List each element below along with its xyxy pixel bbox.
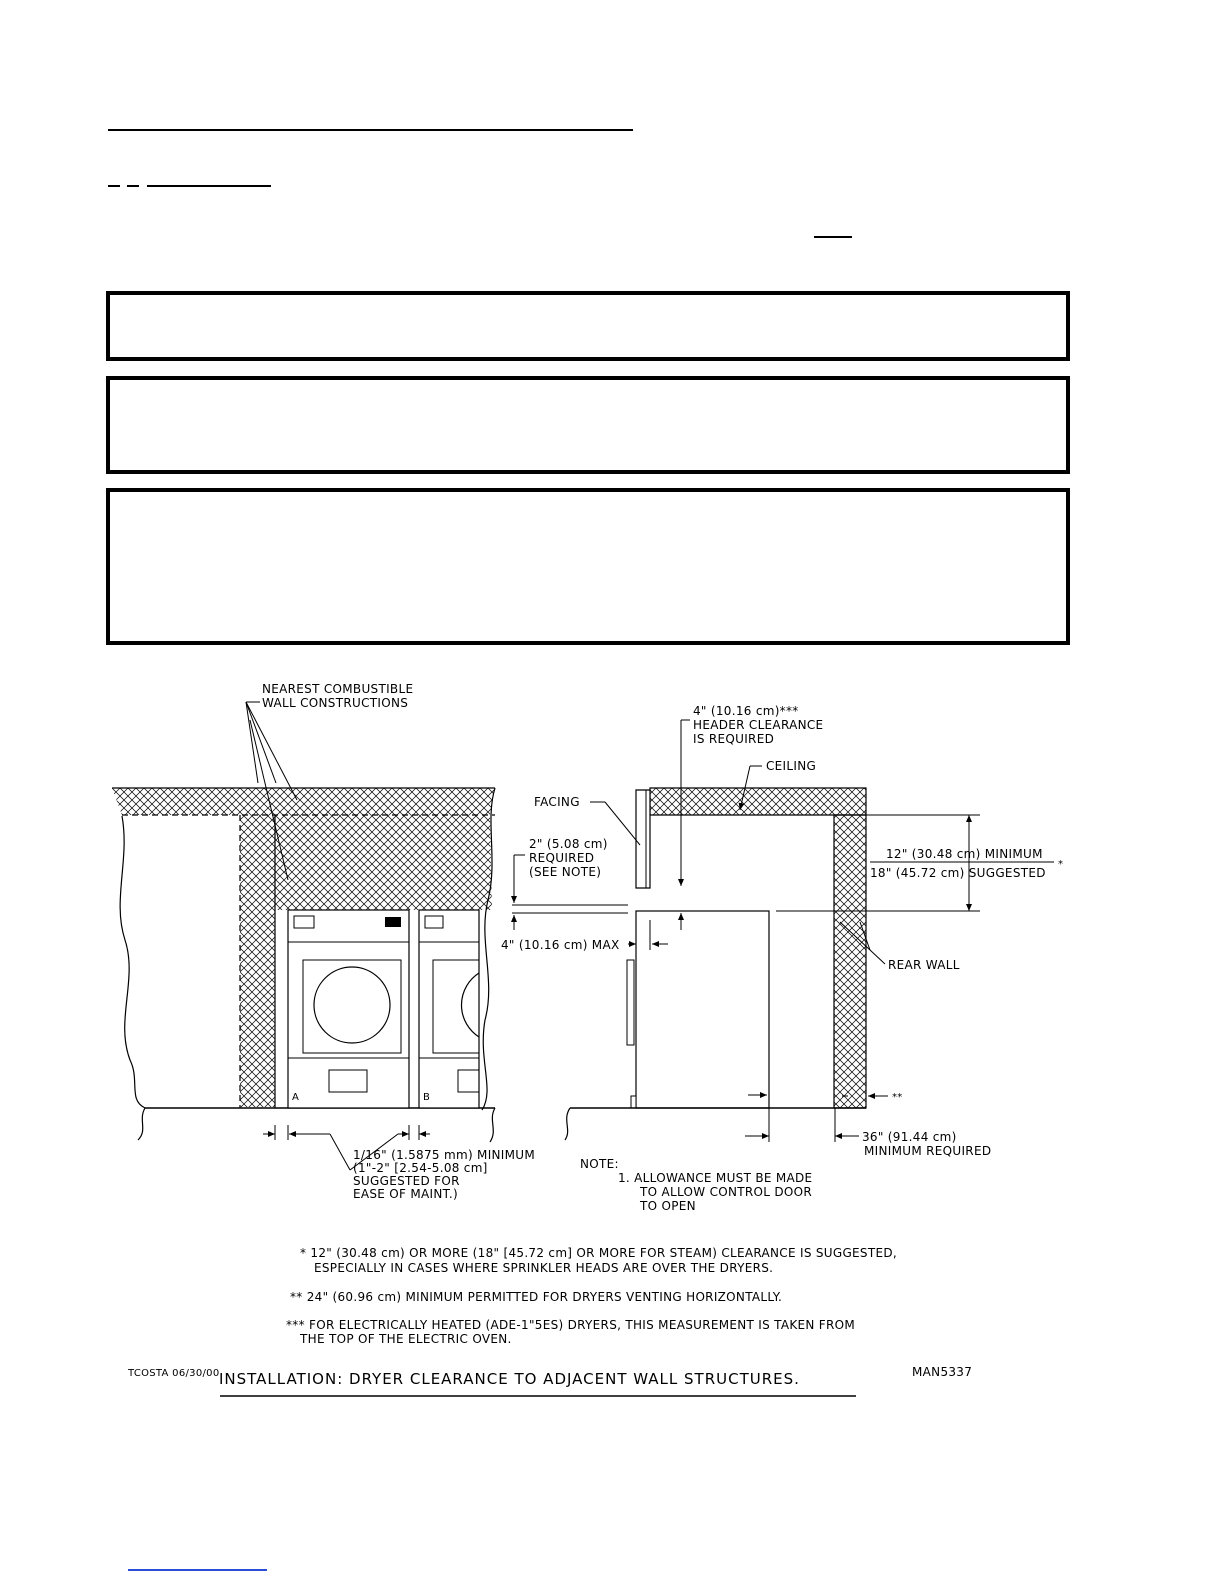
dryer-a-label: A [292, 1092, 300, 1103]
subheading-underline-3 [147, 185, 271, 187]
footnote-2-line-1: ** 24" (60.96 cm) MINIMUM PERMITTED FOR DRYERS VENTING HORIZONTALLY. [290, 1290, 783, 1304]
footnote-1-line-1: * 12" (30.48 cm) OR MORE (18" [45.72 cm] OR MORE FOR STEAM) CLEARANCE IS SUGGESTED, [300, 1246, 898, 1260]
svg-text:IS REQUIRED: IS REQUIRED [693, 732, 775, 746]
notice-box-2 [106, 376, 1070, 474]
svg-text:TO OPEN: TO OPEN [640, 1199, 696, 1213]
wall-break-left [120, 816, 145, 1108]
header-clearance-label [693, 704, 823, 746]
dryer-clearance-diagram [0, 660, 1225, 1400]
footnote-3-line-2: THE TOP OF THE ELECTRIC OVEN. [300, 1332, 512, 1346]
heading-underline [108, 129, 633, 131]
nearest-combustible-label [262, 682, 413, 710]
required-2in-label [529, 837, 608, 879]
svg-text:36" (91.44 cm): 36" (91.44 cm) [862, 1130, 957, 1144]
footnote-3-line-1: *** FOR ELECTRICALLY HEATED (ADE-1"5ES) DRYERS, THIS MEASUREMENT IS TAKEN FROM [286, 1318, 856, 1332]
facing-label: FACING [534, 795, 580, 809]
min-36in-label [862, 1130, 991, 1158]
gap-minimum-label [353, 1148, 535, 1201]
front-view [112, 682, 535, 1201]
subheading-underline-2 [127, 185, 139, 187]
svg-text:(SEE NOTE): (SEE NOTE) [529, 865, 602, 879]
footer-link-underline[interactable] [128, 1569, 267, 1571]
ceiling-label: CEILING [766, 759, 817, 773]
max-4in-label: 4" (10.16 cm) MAX [501, 938, 620, 952]
figure-code: MAN5337 [912, 1365, 973, 1379]
svg-text:2" (5.08 cm): 2" (5.08 cm) [529, 837, 608, 851]
asterisk-marker: * [1058, 859, 1064, 870]
rear-wall-label: REAR WALL [888, 958, 960, 972]
svg-text:MINIMUM REQUIRED: MINIMUM REQUIRED [864, 1144, 992, 1158]
svg-text:1. ALLOWANCE MUST BE MADE: 1. ALLOWANCE MUST BE MADE [618, 1171, 813, 1185]
svg-text:REQUIRED: REQUIRED [529, 851, 595, 865]
subheading-underline-1 [108, 185, 120, 187]
author-date: TCOSTA 06/30/00 [128, 1368, 220, 1379]
svg-text:(1"-2" [2.54-5.08 cm]: (1"-2" [2.54-5.08 cm] [353, 1161, 488, 1175]
svg-text:NEAREST COMBUSTIBLE: NEAREST COMBUSTIBLE [262, 682, 414, 696]
minimum-12in-label: 12" (30.48 cm) MINIMUM [886, 847, 1043, 861]
double-asterisk-marker: ** [892, 1092, 903, 1103]
paragraph-underline [814, 236, 852, 238]
svg-text:EASE OF MAINT.): EASE OF MAINT.) [353, 1187, 458, 1201]
svg-text:HEADER CLEARANCE: HEADER CLEARANCE [693, 718, 824, 732]
note-label [580, 1157, 812, 1213]
dryer-b [419, 910, 479, 1108]
suggested-18in-label: 18" (45.72 cm) SUGGESTED [870, 866, 1046, 880]
footnote-1-line-2: ESPECIALLY IN CASES WHERE SPRINKLER HEADS ARE OVER THE DRYERS. [314, 1261, 774, 1275]
figure-title: INSTALLATION: DRYER CLEARANCE TO ADJACENT WALL STRUCTURES. [219, 1370, 800, 1388]
figure-caption [127, 1365, 972, 1396]
notice-box-1 [106, 291, 1070, 361]
svg-text:4" (10.16 cm)***: 4" (10.16 cm)*** [693, 704, 799, 718]
svg-text:NOTE:: NOTE: [580, 1157, 619, 1171]
svg-text:SUGGESTED FOR: SUGGESTED FOR [353, 1174, 460, 1188]
svg-text:TO ALLOW CONTROL DOOR: TO ALLOW CONTROL DOOR [640, 1185, 813, 1199]
svg-text:WALL CONSTRUCTIONS: WALL CONSTRUCTIONS [262, 696, 409, 710]
dryer-a [288, 910, 409, 1108]
side-view [501, 704, 1063, 1213]
notice-box-3 [106, 488, 1070, 645]
footnotes [286, 1246, 897, 1346]
dryer-b-label: B [423, 1092, 431, 1103]
svg-text:1/16" (1.5875 mm) MINIMUM: 1/16" (1.5875 mm) MINIMUM [353, 1148, 536, 1162]
